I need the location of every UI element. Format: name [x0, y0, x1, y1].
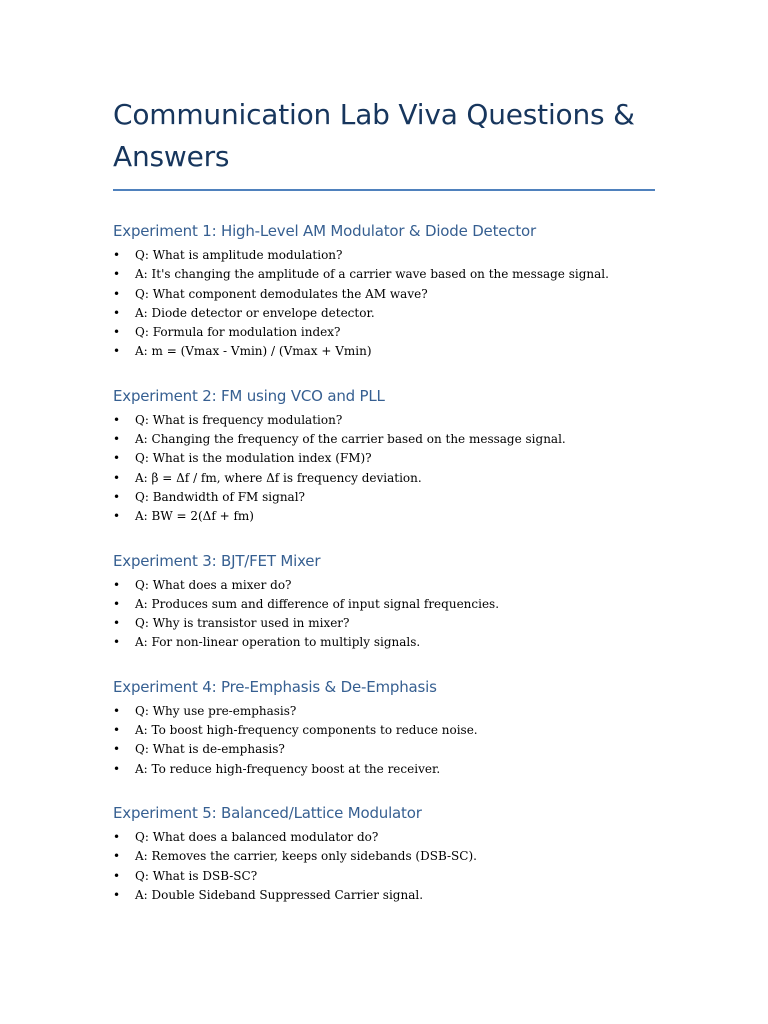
list-item-text: Q: What component demodulates the AM wave?	[135, 286, 428, 301]
bullet-icon: •	[113, 344, 121, 359]
list-item	[113, 285, 655, 304]
bullet-icon: •	[113, 286, 121, 301]
list-item-text: A: Changing the frequency of the carrier based on the message signal.	[135, 432, 566, 447]
experiment-heading: Experiment 1: High-Level AM Modulator & Diode Detector	[113, 222, 536, 240]
experiments-container	[113, 221, 655, 905]
list-item-text: A: It's changing the amplitude of a carrier wave based on the message signal.	[135, 267, 609, 282]
qa-list	[113, 828, 655, 905]
list-item	[113, 760, 655, 779]
list-item-text: Q: Why is transistor used in mixer?	[135, 616, 350, 631]
list-item	[113, 595, 655, 614]
bullet-icon: •	[113, 849, 121, 864]
list-item-text: A: BW = 2(Δf + fm)	[135, 509, 254, 524]
list-item-text: Q: What is the modulation index (FM)?	[135, 451, 372, 466]
list-item	[113, 867, 655, 886]
experiment-section	[113, 551, 655, 653]
list-item-text: Q: What is de-emphasis?	[135, 742, 285, 757]
list-item	[113, 576, 655, 595]
bullet-icon: •	[113, 868, 121, 883]
bullet-icon: •	[113, 451, 121, 466]
bullet-icon: •	[113, 829, 121, 844]
list-item	[113, 342, 655, 361]
bullet-icon: •	[113, 470, 121, 485]
list-item-text: Q: What does a mixer do?	[135, 577, 292, 592]
list-item-text: A: For non-linear operation to multiply signals.	[135, 635, 421, 650]
list-item	[113, 265, 655, 284]
bullet-icon: •	[113, 616, 121, 631]
bullet-icon: •	[113, 412, 121, 427]
qa-list	[113, 246, 655, 362]
document-page	[113, 94, 655, 905]
list-item	[113, 430, 655, 449]
experiment-heading: Experiment 5: Balanced/Lattice Modulator	[113, 803, 422, 822]
list-item	[113, 304, 655, 323]
bullet-icon: •	[113, 489, 121, 504]
experiment-heading: Experiment 4: Pre-Emphasis & De-Emphasis	[113, 677, 437, 696]
bullet-icon: •	[113, 248, 121, 262]
list-item	[113, 614, 655, 633]
list-item	[113, 740, 655, 759]
bullet-icon: •	[113, 305, 121, 320]
list-item-text: Q: Formula for modulation index?	[135, 325, 341, 340]
list-item	[113, 323, 655, 342]
list-item-text: A: Diode detector or envelope detector.	[135, 305, 375, 320]
experiment-section	[113, 803, 655, 905]
qa-list	[113, 702, 655, 779]
list-item	[113, 411, 655, 430]
bullet-icon: •	[113, 635, 121, 650]
bullet-icon: •	[113, 267, 121, 282]
list-item-text: A: m = (Vmax - Vmin) / (Vmax + Vmin)	[135, 344, 372, 359]
list-item	[113, 488, 655, 507]
list-item-text: Q: What is amplitude modulation?	[135, 248, 343, 262]
bullet-icon: •	[113, 432, 121, 447]
list-item-text: A: Removes the carrier, keeps only sidebands (DSB-SC).	[135, 849, 477, 864]
list-item-text: A: To reduce high-frequency boost at the receiver.	[135, 761, 441, 776]
experiment-section	[113, 677, 655, 779]
experiment-heading: Experiment 3: BJT/FET Mixer	[113, 551, 321, 570]
list-item-text: A: Double Sideband Suppressed Carrier signal.	[135, 887, 424, 902]
list-item	[113, 246, 655, 265]
bullet-icon: •	[113, 742, 121, 757]
list-item	[113, 702, 655, 721]
list-item	[113, 828, 655, 847]
bullet-icon: •	[113, 723, 121, 738]
list-item	[113, 886, 655, 905]
list-item	[113, 721, 655, 740]
list-item-text: A: β = Δf / fm, where Δf is frequency deviation.	[135, 470, 422, 485]
experiment-section	[113, 386, 655, 527]
page-title: Communication Lab Viva Questions & Answers	[113, 98, 635, 173]
list-item	[113, 469, 655, 488]
list-item-text: Q: What is DSB-SC?	[135, 868, 258, 883]
list-item	[113, 847, 655, 866]
bullet-icon: •	[113, 703, 121, 718]
experiment-section	[113, 221, 655, 362]
bullet-icon: •	[113, 509, 121, 524]
qa-list	[113, 411, 655, 527]
bullet-icon: •	[113, 761, 121, 776]
list-item-text: Q: Bandwidth of FM signal?	[135, 489, 305, 504]
bullet-icon: •	[113, 887, 121, 902]
list-item	[113, 449, 655, 468]
list-item-text: Q: Why use pre-emphasis?	[135, 703, 297, 718]
qa-list	[113, 576, 655, 653]
bullet-icon: •	[113, 325, 121, 340]
bullet-icon: •	[113, 577, 121, 592]
list-item-text: A: To boost high-frequency components to reduce noise.	[135, 723, 478, 738]
list-item-text: Q: What is frequency modulation?	[135, 412, 343, 427]
list-item	[113, 507, 655, 526]
bullet-icon: •	[113, 596, 121, 611]
list-item	[113, 633, 655, 652]
title-divider	[113, 189, 655, 191]
list-item-text: A: Produces sum and difference of input signal frequencies.	[135, 596, 500, 611]
experiment-heading: Experiment 2: FM using VCO and PLL	[113, 386, 385, 405]
list-item-text: Q: What does a balanced modulator do?	[135, 829, 379, 844]
